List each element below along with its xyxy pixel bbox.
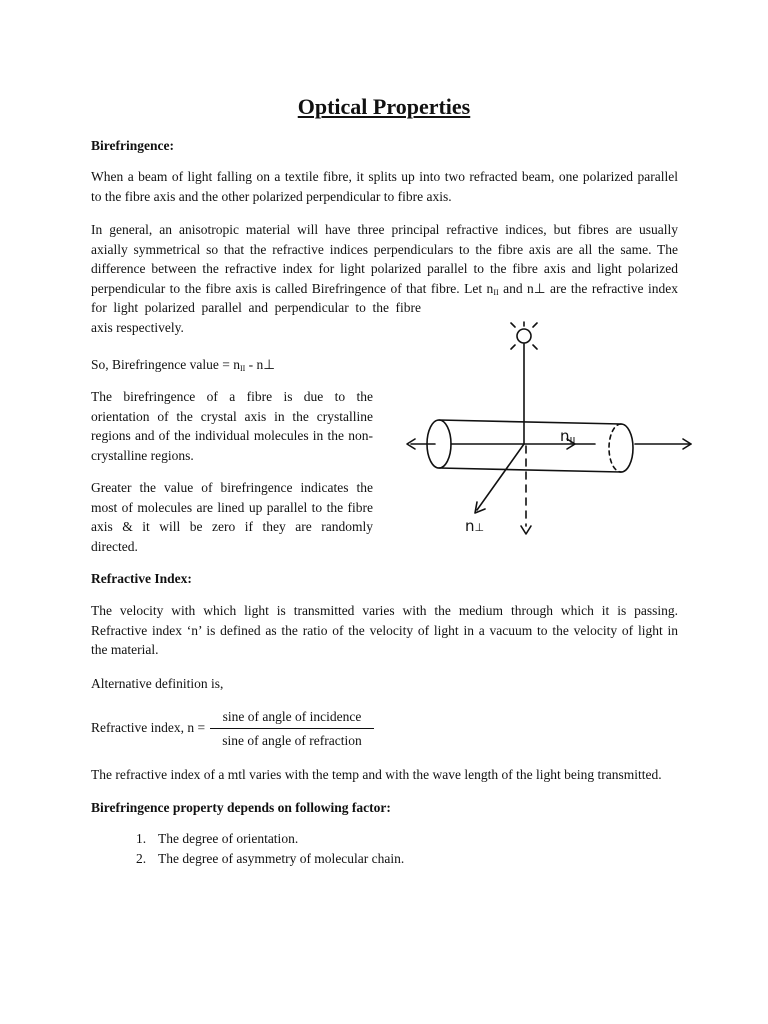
list-number: 1. — [136, 831, 147, 846]
paragraph-line: In general, an anisotropic material will have three principal refractive indices, but fibres are usually — [91, 222, 678, 237]
birefringence-paragraph-2 — [91, 220, 678, 302]
paragraph-line: The velocity with which light is transmitted varies with the medium through which it is passing. — [91, 603, 678, 618]
birefringence-paragraph-1 — [91, 167, 678, 206]
list-text: The degree of orientation. — [158, 831, 299, 846]
parallel-subscript: II — [493, 287, 499, 297]
fraction-denominator: sine of angle of refraction — [222, 733, 362, 748]
perpendicular-ray — [477, 444, 524, 510]
refractive-index-fraction — [210, 707, 374, 751]
fibre-cylinder-right-end — [621, 424, 633, 472]
paragraph-line: axis & it will be zero if they are randomly — [91, 519, 373, 534]
list-text: The degree of asymmetry of molecular chain. — [158, 851, 405, 866]
refractive-index-paragraph — [91, 601, 678, 660]
refractive-index-variation: The refractive index of a mtl varies with the temp and with the wave length of the light being transmitted. — [91, 767, 662, 782]
value-text: So, Birefringence value = n — [91, 357, 240, 372]
paragraph-line: When a beam of light falling on a textile fibre, it splits up into two refracted beam, one polarized parallel — [91, 169, 678, 184]
factors-heading: Birefringence property depends on following factor: — [91, 800, 391, 815]
alternative-definition: Alternative definition is, — [91, 676, 224, 691]
formula-label: Refractive index, n = — [91, 720, 206, 735]
list-number: 2. — [136, 851, 147, 866]
value-text: - n⊥ — [245, 357, 276, 372]
paragraph-line: difference between the refractive index for light polarized parallel to the fibre axis and light polarized — [91, 261, 678, 276]
paragraph-line: most of molecules are lined up parallel to the fibre — [91, 499, 373, 515]
paragraph-line: directed. — [91, 538, 138, 554]
paragraph-line: crystalline regions. — [91, 447, 194, 463]
parallel-subscript: II — [239, 364, 246, 373]
paragraph-line: the material. — [91, 642, 159, 657]
birefringence-paragraph-3 — [91, 387, 373, 465]
dashed-ray-arrowhead — [521, 526, 531, 534]
fibre-cylinder-bottom-edge — [439, 468, 621, 472]
paragraph-line: The birefringence of a fibre is due to the — [91, 389, 373, 404]
paragraph-line: axis respectively. — [91, 319, 184, 335]
paragraph-line: Refractive index ‘n’ is defined as the ratio of the velocity of light in a vacuum to the velocity of light in — [91, 622, 678, 638]
paragraph-line: regions and of the individual molecules in the non- — [91, 428, 373, 443]
fraction-numerator: sine of angle of incidence — [222, 709, 362, 724]
birefringence-paragraph-4 — [91, 478, 373, 556]
label-n-perpendicular: n⊥ — [465, 517, 485, 535]
paragraph-line: orientation of the crystal axis in the crystalline — [91, 408, 373, 424]
factors-list — [136, 829, 404, 869]
label-n-parallel: $n_{II}$ — [560, 427, 576, 447]
page-title: Optical Properties — [297, 94, 471, 119]
perpendicular-ray-arrowhead — [475, 502, 485, 513]
list-item — [136, 849, 404, 869]
fibre-cylinder-hidden-edge — [609, 424, 621, 472]
birefringence-value-line — [91, 355, 275, 379]
paragraph-line: to the fibre axis and the other polarized perpendicular to fibre axis. — [91, 188, 452, 204]
paragraph-line: for light polarized parallel and perpendicular to the fibre — [91, 300, 421, 315]
paragraph-line: Greater the value of birefringence indicates the — [91, 480, 373, 495]
birefringence-paragraph-2-continued — [91, 298, 421, 337]
list-item — [136, 829, 404, 849]
refractive-index-heading: Refractive Index: — [91, 571, 192, 586]
paragraph-line: axially symmetrical so that the refractive indices perpendiculars to the fibre axis are all the same. The — [91, 241, 678, 257]
line-text: perpendicular to the fibre axis is called Birefringence of that fibre. Let n — [91, 280, 494, 296]
line-text: and n⊥ are the refractive index — [498, 280, 678, 296]
birefringence-diagram — [395, 320, 695, 550]
birefringence-heading: Birefringence: — [91, 138, 174, 153]
fraction-bar — [210, 728, 374, 729]
fibre-cylinder-top-edge — [439, 420, 621, 424]
